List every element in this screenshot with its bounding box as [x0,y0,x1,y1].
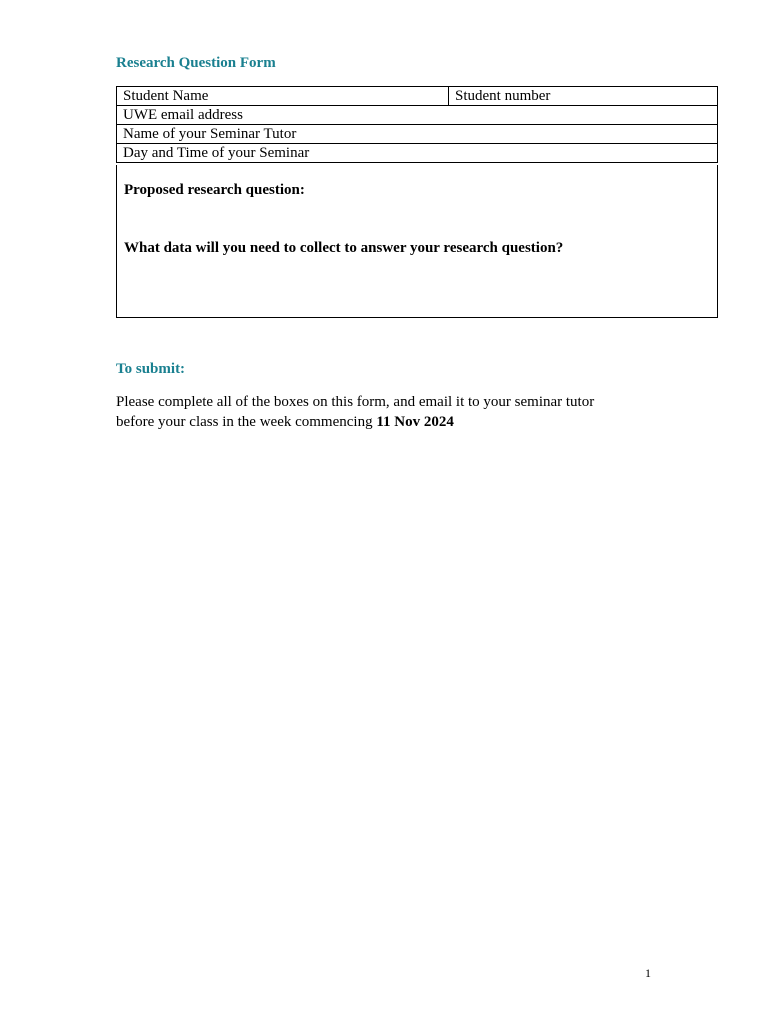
seminar-cell[interactable]: Day and Time of your Seminar [117,144,718,163]
page-number: 1 [645,966,651,980]
table-row [117,106,718,125]
data-question-label: What data will you need to collect to answer your research question? [124,240,564,256]
tutor-cell[interactable]: Name of your Seminar Tutor [117,125,718,144]
student-details-table [116,86,718,163]
student-number-cell[interactable]: Student number [449,87,718,106]
submit-line-2: before your class in the week commencing [116,414,377,430]
submit-date: 11 Nov 2024 [376,414,454,430]
submit-heading: To submit: [116,361,186,377]
student-name-cell[interactable]: Student Name [117,87,449,106]
table-row [117,87,718,106]
research-question-label: Proposed research question: [124,182,305,198]
research-question-box[interactable] [116,165,718,318]
table-row [117,125,718,144]
email-cell[interactable]: UWE email address [117,106,718,125]
submit-line-1: Please complete all of the boxes on this form, and email it to your seminar tutor [116,394,595,410]
submit-instructions [116,392,676,432]
page-title: Research Question Form [116,55,276,71]
table-row [117,144,718,163]
